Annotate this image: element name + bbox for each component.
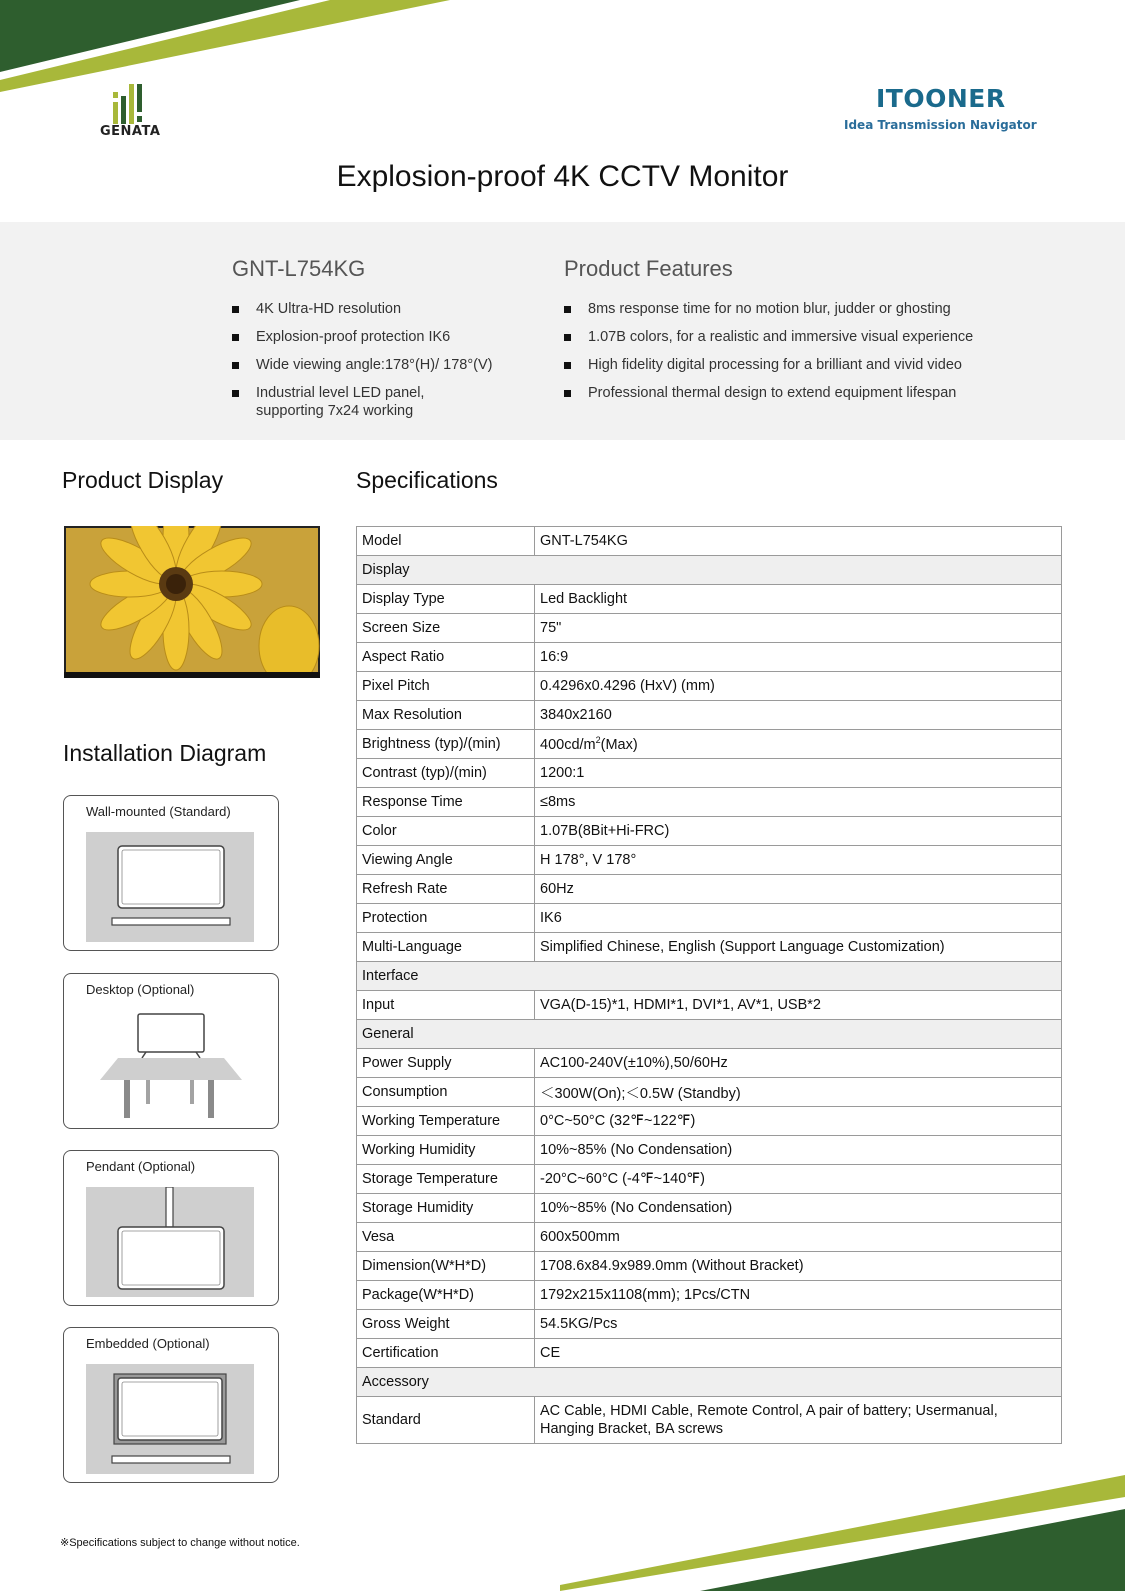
spec-value: AC100-240V(±10%),50/60Hz bbox=[535, 1049, 1062, 1078]
product-display-heading: Product Display bbox=[62, 467, 224, 493]
desktop-stand-icon bbox=[86, 1010, 254, 1120]
model-overview bbox=[232, 256, 532, 430]
spec-key: Pixel Pitch bbox=[357, 672, 535, 701]
model-point: 4K Ultra-HD resolution bbox=[232, 300, 532, 318]
spec-value: 3840x2160 bbox=[535, 701, 1062, 730]
spec-key: Storage Humidity bbox=[357, 1194, 535, 1223]
page-title: Explosion-proof 4K CCTV Monitor bbox=[336, 160, 789, 193]
installation-heading: Installation Diagram bbox=[63, 740, 267, 766]
spec-key: Contrast (typ)/(min) bbox=[357, 759, 535, 788]
spec-value: Simplified Chinese, English (Support Language Customization) bbox=[535, 933, 1062, 962]
table-row bbox=[357, 904, 1062, 933]
spec-key: Multi-Language bbox=[357, 933, 535, 962]
spec-section-label: Interface bbox=[357, 962, 1062, 991]
table-row bbox=[357, 672, 1062, 701]
table-section-row bbox=[357, 1368, 1062, 1397]
spec-value: 0.4296x0.4296 (HxV) (mm) bbox=[535, 672, 1062, 701]
spec-key: Working Temperature bbox=[357, 1107, 535, 1136]
install-label: Pendant (Optional) bbox=[86, 1159, 196, 1174]
spec-section-label: Display bbox=[357, 556, 1062, 585]
top-left-stripe-decoration bbox=[0, 0, 460, 100]
install-label: Embedded (Optional) bbox=[86, 1336, 210, 1351]
spec-section-label: General bbox=[357, 1020, 1062, 1049]
spec-key: Power Supply bbox=[357, 1049, 535, 1078]
install-label: Desktop (Optional) bbox=[86, 982, 195, 997]
table-row bbox=[357, 759, 1062, 788]
spec-key: Viewing Angle bbox=[357, 846, 535, 875]
install-card-wall bbox=[63, 795, 279, 951]
itooner-brand-text: ITOONER bbox=[876, 84, 1006, 113]
spec-key: Working Humidity bbox=[357, 1136, 535, 1165]
feature-point: 1.07B colors, for a realistic and immersive visual experience bbox=[564, 328, 1084, 346]
install-card-embedded bbox=[63, 1327, 279, 1483]
table-row bbox=[357, 1252, 1062, 1281]
table-row bbox=[357, 1194, 1062, 1223]
embedded-mount-icon bbox=[86, 1364, 254, 1474]
table-section-row bbox=[357, 962, 1062, 991]
spec-value: 1.07B(8Bit+Hi-FRC) bbox=[535, 817, 1062, 846]
feature-point: 8ms response time for no motion blur, judder or ghosting bbox=[564, 300, 1084, 318]
itooner-tagline: Idea Transmission Navigator bbox=[844, 118, 1037, 132]
model-point: Explosion-proof protection IK6 bbox=[232, 328, 532, 346]
bottom-right-stripe-decoration bbox=[560, 1475, 1125, 1591]
spec-key: Aspect Ratio bbox=[357, 643, 535, 672]
spec-key: Dimension(W*H*D) bbox=[357, 1252, 535, 1281]
spec-value: ＜300W(On);＜0.5W (Standby) bbox=[535, 1078, 1062, 1107]
spec-value: 60Hz bbox=[535, 875, 1062, 904]
spec-value: 75" bbox=[535, 614, 1062, 643]
pendant-mount-icon bbox=[86, 1187, 254, 1297]
spec-value: 10%~85% (No Condensation) bbox=[535, 1194, 1062, 1223]
spec-key: Color bbox=[357, 817, 535, 846]
table-row bbox=[357, 1223, 1062, 1252]
spec-key: Refresh Rate bbox=[357, 875, 535, 904]
table-row bbox=[357, 1397, 1062, 1444]
spec-value: AC Cable, HDMI Cable, Remote Control, A pair of battery; Usermanual, Hanging Bracket, BA screws bbox=[535, 1397, 1062, 1444]
specifications-heading: Specifications bbox=[356, 467, 498, 493]
overview-model-heading: GNT-L754KG bbox=[232, 256, 366, 281]
spec-value: 0°C~50°C (32℉~122℉) bbox=[535, 1107, 1062, 1136]
spec-value: H 178°, V 178° bbox=[535, 846, 1062, 875]
table-row bbox=[357, 875, 1062, 904]
table-row bbox=[357, 614, 1062, 643]
spec-key: Standard bbox=[357, 1397, 535, 1444]
footnote: ※Specifications subject to change without notice. bbox=[60, 1537, 300, 1549]
spec-key: Protection bbox=[357, 904, 535, 933]
install-card-pendant bbox=[63, 1150, 279, 1306]
spec-key: Model bbox=[357, 527, 535, 556]
table-row bbox=[357, 1281, 1062, 1310]
spec-key: Gross Weight bbox=[357, 1310, 535, 1339]
spec-key: Brightness (typ)/(min) bbox=[357, 730, 535, 759]
table-row bbox=[357, 1339, 1062, 1368]
overview-band bbox=[0, 222, 1125, 440]
spec-value: IK6 bbox=[535, 904, 1062, 933]
spec-value: GNT-L754KG bbox=[535, 527, 1062, 556]
spec-key: Display Type bbox=[357, 585, 535, 614]
feature-point: Professional thermal design to extend equipment lifespan bbox=[564, 384, 1084, 402]
table-row bbox=[357, 1107, 1062, 1136]
specifications-table bbox=[356, 526, 1062, 1444]
spec-value: 16:9 bbox=[535, 643, 1062, 672]
spec-key: Input bbox=[357, 991, 535, 1020]
spec-value: CE bbox=[535, 1339, 1062, 1368]
table-row bbox=[357, 643, 1062, 672]
spec-value: 1708.6x84.9x989.0mm (Without Bracket) bbox=[535, 1252, 1062, 1281]
table-row bbox=[357, 585, 1062, 614]
wall-mount-icon bbox=[86, 832, 254, 942]
install-label: Wall-mounted (Standard) bbox=[86, 804, 231, 819]
model-point: Wide viewing angle:178°(H)/ 178°(V) bbox=[232, 356, 532, 374]
table-row bbox=[357, 1310, 1062, 1339]
spec-value: ≤8ms bbox=[535, 788, 1062, 817]
genata-brand-text: GENATA bbox=[100, 124, 161, 139]
spec-value: Led Backlight bbox=[535, 585, 1062, 614]
table-row bbox=[357, 846, 1062, 875]
table-section-row bbox=[357, 556, 1062, 585]
spec-value: 600x500mm bbox=[535, 1223, 1062, 1252]
model-point: Industrial level LED panel, supporting 7x24 working bbox=[232, 384, 532, 420]
table-row bbox=[357, 933, 1062, 962]
spec-key: Storage Temperature bbox=[357, 1165, 535, 1194]
features-heading: Product Features bbox=[564, 256, 733, 281]
spec-key: Max Resolution bbox=[357, 701, 535, 730]
product-features bbox=[564, 256, 1084, 412]
spec-key: Certification bbox=[357, 1339, 535, 1368]
spec-value: -20°C~60°C (-4℉~140℉) bbox=[535, 1165, 1062, 1194]
install-card-desktop bbox=[63, 973, 279, 1129]
table-row bbox=[357, 730, 1062, 759]
table-row bbox=[357, 991, 1062, 1020]
spec-value: $400cd/m^2(Max)$ bbox=[535, 730, 1062, 759]
table-row bbox=[357, 817, 1062, 846]
table-row bbox=[357, 1136, 1062, 1165]
table-row bbox=[357, 1078, 1062, 1107]
table-row bbox=[357, 788, 1062, 817]
table-row bbox=[357, 1165, 1062, 1194]
spec-section-label: Accessory bbox=[357, 1368, 1062, 1397]
table-row bbox=[357, 527, 1062, 556]
spec-value: 1200:1 bbox=[535, 759, 1062, 788]
table-row bbox=[357, 1049, 1062, 1078]
spec-value: 1792x215x1108(mm); 1Pcs/CTN bbox=[535, 1281, 1062, 1310]
product-display-image bbox=[64, 526, 320, 678]
table-section-row bbox=[357, 1020, 1062, 1049]
feature-point: High fidelity digital processing for a brilliant and vivid video bbox=[564, 356, 1084, 374]
table-row bbox=[357, 701, 1062, 730]
spec-key: Package(W*H*D) bbox=[357, 1281, 535, 1310]
spec-value: 10%~85% (No Condensation) bbox=[535, 1136, 1062, 1165]
spec-key: Screen Size bbox=[357, 614, 535, 643]
spec-key: Response Time bbox=[357, 788, 535, 817]
spec-key: Consumption bbox=[357, 1078, 535, 1107]
spec-value: VGA(D-15)*1, HDMI*1, DVI*1, AV*1, USB*2 bbox=[535, 991, 1062, 1020]
spec-value: 54.5KG/Pcs bbox=[535, 1310, 1062, 1339]
spec-key: Vesa bbox=[357, 1223, 535, 1252]
